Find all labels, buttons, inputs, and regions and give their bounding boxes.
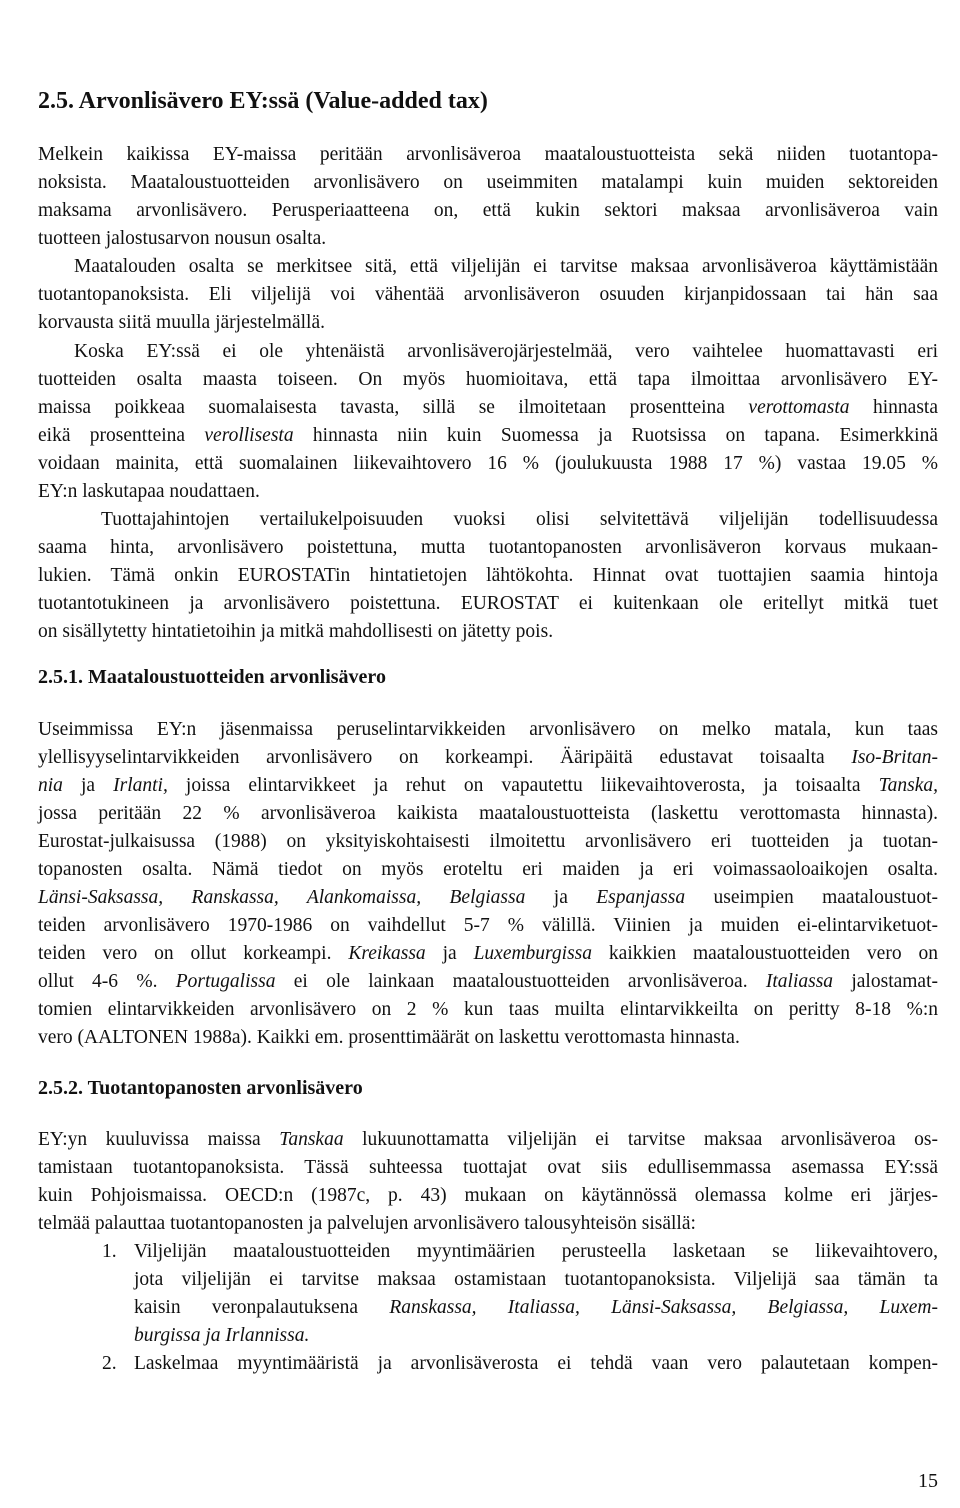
italic-term: Italiassa <box>765 971 834 992</box>
paragraph-line: Tuottajahintojen vertailukelpoisuuden vuoksi olisi selvitettävä viljelijän todellisuudessa <box>101 509 938 530</box>
text-run: EY:yn kuuluvissa maissa <box>38 1129 280 1150</box>
paragraph-line: Eurostat-julkaisussa (1988) on yksityiskohtaisesti ilmoitettu arvonlisävero eri tuotteiden ja tuotan- <box>38 831 938 852</box>
paragraph-line: saama hinta, arvonlisävero poistettuna, mutta tuotantopanosten arvonlisäveron korvaus mukaan- <box>38 537 938 558</box>
paragraph-line: Maatalouden osalta se merkitsee sitä, että viljelijän ei tarvitse maksaa arvonlisäveroa käyttämistään <box>74 256 938 277</box>
paragraph-line: Melkein kaikissa EY-maissa peritään arvonlisäveroa maataloustuotteista sekä niiden tuotantopa- <box>38 144 938 165</box>
page-number: 15 <box>918 1470 938 1492</box>
paragraph-line: kuin Pohjoismaissa. OECD:n (1987c, p. 43) mukaan on käytännössä olemassa kolme eri järjes- <box>38 1185 938 1206</box>
paragraph-line: on sisällytetty hintatietoihin ja mitkä mahdollisesti on jätetty pois. <box>38 621 554 642</box>
paragraph-line: tamistaan tuotantopanoksista. Tässä suhteessa tuottajat ovat siis edullisemmassa asemassa EY:ssä <box>38 1157 938 1178</box>
text-run: hinnasta niin kuin Suomessa ja Ruotsissa on tapana. Esimerkkinä <box>293 425 939 446</box>
text-run: ei ole lainkaan maataloustuotteiden arvonlisäveroa. <box>275 971 766 992</box>
text-run: joissa elintarvikkeet ja rehut on vapautettu liikevaihtoverosta, ja toisaalta <box>167 775 879 796</box>
text-run: ja <box>425 943 474 964</box>
paragraph-line: tuotantopanoksista. Eli viljelijä voi vähentää arvonlisäveron osuuden kirjanpidossaan tai hän saa <box>38 284 938 305</box>
text-run: ja <box>525 887 597 908</box>
paragraph-line <box>38 886 938 910</box>
italic-term: Ranskassa, Italiassa, Länsi-Saksassa, Belgiassa, Luxem- <box>389 1297 938 1318</box>
paragraph-line <box>38 396 938 420</box>
paragraph-line: EY:n laskutapaa noudattaen. <box>38 481 260 502</box>
list-number: 1. <box>102 1241 117 1262</box>
list-item-line: Laskelmaa myyntimääristä ja arvonlisäverosta ei tehdä vaan vero palautetaan kompen- <box>134 1353 938 1374</box>
paragraph-line: vero (AALTONEN 1988a). Kaikki em. prosenttimäärät on laskettu verottomasta hinnasta. <box>38 1027 740 1048</box>
text-run: ylellisyyselintarvikkeiden arvonlisävero on korkeampi. Ääripäitä edustavat toisaalta <box>38 747 852 768</box>
list-item-line <box>134 1296 938 1320</box>
text-run: lukuunottamatta viljelijän ei tarvitse maksaa arvonlisäveroa os- <box>343 1129 938 1150</box>
paragraph-line: jossa peritään 22 % arvonlisäveroa kaikista maataloustuotteista (laskettu verottomasta hinnasta). <box>38 803 938 824</box>
paragraph-line: Koska EY:ssä ei ole yhtenäistä arvonlisäverojärjestelmää, vero vaihtelee huomattavasti eri <box>74 341 938 362</box>
paragraph-line <box>38 774 938 798</box>
italic-term: verollisesta <box>204 425 294 446</box>
paragraph-line: tomien elintarvikkeiden arvonlisävero on 2 % kun taas muilta elintarvikkeilta on peritty 8-18 %:n <box>38 999 938 1020</box>
text-run: jalostamat- <box>833 971 938 992</box>
italic-term: nia <box>38 775 63 796</box>
paragraph-line: korvausta siitä muulla järjestelmällä. <box>38 312 325 333</box>
text-run: hinnasta <box>849 397 938 418</box>
text-run: ollut 4-6 %. <box>38 971 176 992</box>
text-run: maissa poikkeaa suomalaisesta tavasta, sillä se ilmoitetaan prosentteina <box>38 397 749 418</box>
italic-term: Tanska, <box>878 775 939 796</box>
paragraph-line <box>38 424 938 448</box>
paragraph-line: teiden arvonlisävero 1970-1986 on vaihdellut 5-7 % välillä. Viinien ja muiden ei-elintarviketuot- <box>38 915 938 936</box>
text-run: kaisin veronpalautuksena <box>134 1297 390 1318</box>
paragraph-line: lukien. Tämä onkin EUROSTATin hintatietojen lähtökohta. Hinnat ovat tuottajien saamia hintoja <box>38 565 938 586</box>
italic-term: Luxemburgissa <box>473 943 593 964</box>
italic-term: verottomasta <box>748 397 850 418</box>
subsection-heading: 2.5.1. Maataloustuotteiden arvonlisävero <box>38 666 386 688</box>
list-item-line: Viljelijän maataloustuotteiden myyntimäärien perusteella lasketaan se liikevaihtovero, <box>134 1241 938 1262</box>
paragraph-line: voidaan mainita, että suomalainen liikevaihtovero 16 % (joulukuusta 1988 17 %) vastaa 19.05 % <box>38 453 938 474</box>
paragraph-line <box>38 970 938 994</box>
list-item-line <box>134 1324 938 1348</box>
paragraph-line <box>38 942 938 966</box>
list-item-line: jota viljelijän ei tarvitse maksaa ostamistaan tuotantopanoksista. Viljelijä saa tämän ta <box>134 1269 938 1290</box>
italic-term: Tanskaa <box>279 1129 344 1150</box>
text-run: useimpien maataloustuot- <box>685 887 938 908</box>
text-run: eikä prosentteina <box>38 425 205 446</box>
paragraph-line <box>38 746 938 770</box>
paragraph-line: maksama arvonlisävero. Perusperiaatteena on, että kukin sektori maksaa arvonlisäveroa vain <box>38 200 938 221</box>
italic-term: Espanjassa <box>596 887 686 908</box>
paragraph-line: Useimmissa EY:n jäsenmaissa peruselintarvikkeiden arvonlisävero on melko matala, kun taas <box>38 719 938 740</box>
text-run: ja <box>62 775 114 796</box>
italic-term: Irlanti, <box>113 775 168 796</box>
paragraph-line: telmää palauttaa tuotantopanosten ja palvelujen arvonlisävero talousyhteisön sisällä: <box>38 1213 696 1234</box>
paragraph-line <box>38 1128 938 1152</box>
italic-term: Kreikassa <box>348 943 426 964</box>
paragraph-line: noksista. Maataloustuotteiden arvonlisävero on useimmiten matalampi kuin muiden sektoreiden <box>38 172 938 193</box>
section-heading: 2.5. Arvonlisävero EY:ssä (Value-added tax) <box>38 88 488 114</box>
paragraph-line: topanosten osalta. Nämä tiedot on myös eroteltu eri maiden ja eri voimassaoloaikojen osalta. <box>38 859 938 880</box>
subsection-heading: 2.5.2. Tuotantopanosten arvonlisävero <box>38 1077 363 1099</box>
text-run: teiden vero on ollut korkeampi. <box>38 943 349 964</box>
paragraph-line: tuotteen jalostusarvon nousun osalta. <box>38 228 327 249</box>
italic-term: Iso-Britan- <box>851 747 938 768</box>
text-run: kaikkien maataloustuotteiden vero on <box>592 943 938 964</box>
italic-term: Portugalissa <box>175 971 276 992</box>
list-number: 2. <box>102 1353 117 1374</box>
paragraph-line: tuotantotukineen ja arvonlisävero poistettuna. EUROSTAT ei kuitenkaan ole eritellyt mitkä tuet <box>38 593 938 614</box>
italic-term: Länsi-Saksassa, Ranskassa, Alankomaissa, Belgiassa <box>38 887 526 908</box>
italic-term: burgissa ja Irlannissa. <box>134 1325 310 1346</box>
paragraph-line: tuotteiden osalta maasta toiseen. On myös huomioitava, että tapa ilmoittaa arvonlisävero EY- <box>38 369 938 390</box>
